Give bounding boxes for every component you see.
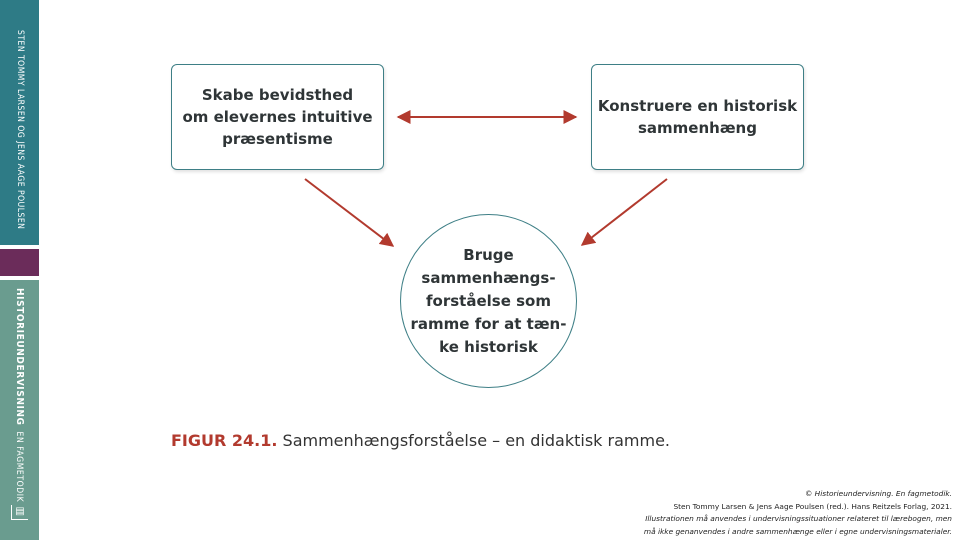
book-title: HISTORIEUNDERVISNING bbox=[14, 288, 25, 426]
credits-line-4: må ikke genanvendes i andre sammenhænge eller i egne undervisningsmaterialer. bbox=[643, 526, 952, 536]
sidebar-authors: STEN TOMMY LARSEN OG JENS AAGE POULSEN bbox=[15, 30, 25, 230]
arrow-right-to-circle bbox=[582, 179, 667, 245]
figure-caption bbox=[171, 431, 670, 450]
arrow-left-to-circle bbox=[305, 179, 393, 246]
credits-line-3: Illustrationen må anvendes i undervisningssituationer relateret til lærebogen, men bbox=[645, 514, 952, 523]
circle-framework bbox=[400, 214, 577, 388]
credits-line-2: Sten Tommy Larsen & Jens Aage Poulsen (red.). Hans Reitzels Forlag, 2021. bbox=[673, 501, 952, 511]
figure-caption-text: Sammenhængsforståelse – en didaktisk ramme. bbox=[282, 431, 670, 450]
circle-framework-text: Bruge sammenhængs- forståelse som ramme for at tæn- ke historisk bbox=[410, 245, 567, 356]
credits bbox=[592, 488, 952, 538]
book-subtitle: EN FAGMETODIK bbox=[14, 431, 24, 503]
figure-label: FIGUR 24.1. bbox=[171, 431, 278, 450]
box-awareness bbox=[171, 64, 384, 170]
publisher-logo-icon: ▤ bbox=[11, 505, 28, 520]
box-awareness-text: Skabe bevidsthed om elevernes intuitive præsentisme bbox=[182, 86, 373, 148]
box-construct-text: Konstruere en historisk sammenhæng bbox=[597, 97, 798, 137]
box-construct bbox=[591, 64, 804, 170]
credits-line-1: © Historieundervisning. En fagmetodik. bbox=[804, 489, 952, 498]
